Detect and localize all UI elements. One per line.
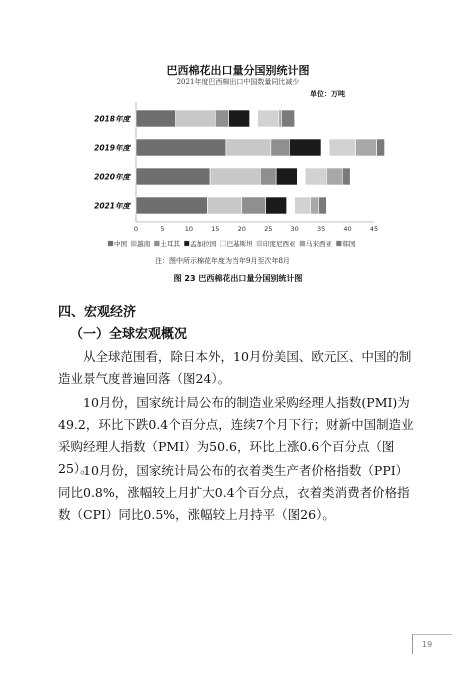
bar-segment-8: [377, 139, 385, 156]
stacked-bar-chart: [88, 98, 388, 256]
chart-note: 注：图中所示棉花年度为当年9月至次年8月: [155, 257, 290, 265]
bar-segment-8: [342, 168, 350, 185]
subsection-heading: （一）全球宏观概况: [70, 327, 188, 342]
y-category-label: 2021年度: [94, 201, 130, 211]
bar-segment-7: [355, 139, 376, 156]
bar-segment-4: [229, 110, 250, 127]
bar-segment-4: [276, 168, 297, 185]
x-tick-label: 10: [184, 225, 194, 233]
legend-label: 越南: [137, 240, 151, 248]
x-tick-label: 35: [316, 225, 326, 233]
x-tick-label: 25: [264, 225, 273, 233]
legend-swatch: [131, 241, 136, 246]
bar-segment-4: [289, 139, 321, 156]
bar-segment-6: [305, 168, 326, 185]
bar-segment-1: [136, 139, 226, 156]
legend-swatch: [336, 241, 341, 246]
x-tick-label: 45: [369, 225, 379, 233]
bar-segment-1: [136, 168, 210, 185]
legend-label: 韩国: [342, 240, 356, 248]
bar-segment-7: [279, 110, 282, 127]
paragraph-2: 10月份，国家统计局公布的制造业采购经理人指数(PMI)为49.2，环比下跌0.4个百分点，连续7个月下行；财新中国制造业采购经理人指数（PMI）为50.6，环比上涨0.6个百分点（图25）。: [58, 395, 414, 476]
bar-segment-3: [271, 139, 290, 156]
legend-swatch: [108, 241, 113, 246]
legend-swatch: [257, 241, 262, 246]
bar-segment-7: [311, 197, 319, 214]
chart-title: 巴西棉花出口量分国别统计图: [166, 64, 310, 77]
bar-segment-6: [295, 197, 311, 214]
bar-segment-2: [176, 110, 216, 127]
chart-unit-label: 单位：万吨: [310, 90, 345, 98]
section-heading: 四、宏观经济: [58, 305, 137, 320]
bar-segment-2: [210, 168, 260, 185]
bar-segment-5: [321, 139, 329, 156]
page-number-divider: [412, 634, 413, 654]
y-category-label: 2019年度: [94, 143, 130, 153]
y-category-label: 2018年度: [94, 114, 130, 124]
y-category-label: 2020年度: [94, 172, 130, 182]
bar-segment-5: [250, 110, 258, 127]
x-tick-label: 30: [290, 225, 299, 233]
bar-segment-1: [136, 110, 176, 127]
legend-swatch: [300, 241, 305, 246]
legend-label: 马来西亚: [306, 240, 332, 248]
bar-segment-3: [215, 110, 228, 127]
x-tick-label: 40: [343, 225, 352, 233]
legend-label: 孟加拉国: [190, 240, 217, 248]
bar-segment-8: [281, 110, 294, 127]
bar-segment-5: [287, 197, 295, 214]
bar-segment-5: [297, 168, 305, 185]
page-number-rule: [412, 634, 452, 635]
legend-swatch: [221, 241, 226, 246]
bar-segment-2: [226, 139, 271, 156]
bar-segment-7: [326, 168, 342, 185]
paragraph-3: 10月份，国家统计局公布的衣着类生产者价格指数（PPI）同比0.8%，涨幅较上月扩大0.4个百分点，衣着类消费者价格指数（CPI）同比0.5%，涨幅较上月持平（图26）。: [58, 463, 410, 522]
bar-segment-6: [329, 139, 355, 156]
bar-segment-8: [318, 197, 326, 214]
bar-segment-2: [207, 197, 241, 214]
chart-subtitle: 2021年度巴西棉出口中国数量同比减少: [176, 78, 300, 86]
x-tick-label: 15: [211, 225, 220, 233]
bar-segment-6: [258, 110, 279, 127]
figure-caption: 图 23 巴西棉花出口量分国别统计图: [173, 274, 303, 283]
x-tick-label: 0: [133, 225, 139, 233]
bar-segment-3: [242, 197, 266, 214]
legend-swatch: [154, 241, 159, 246]
legend-label: 土耳其: [160, 240, 180, 248]
legend-label: 巴基斯坦: [226, 240, 253, 248]
paragraph-1: 从全球范围看，除日本外，10月份美国、欧元区、中国的制造业景气度普遍回落（图24）。: [58, 349, 412, 386]
bar-segment-3: [260, 168, 276, 185]
legend-label: 印度尼西亚: [263, 240, 296, 248]
x-tick-label: 5: [160, 225, 165, 233]
bar-segment-4: [266, 197, 287, 214]
x-tick-label: 20: [237, 225, 246, 233]
bar-segment-1: [136, 197, 207, 214]
legend-swatch: [184, 241, 189, 246]
page-number: 19: [422, 640, 433, 649]
legend-label: 中国: [114, 240, 127, 248]
